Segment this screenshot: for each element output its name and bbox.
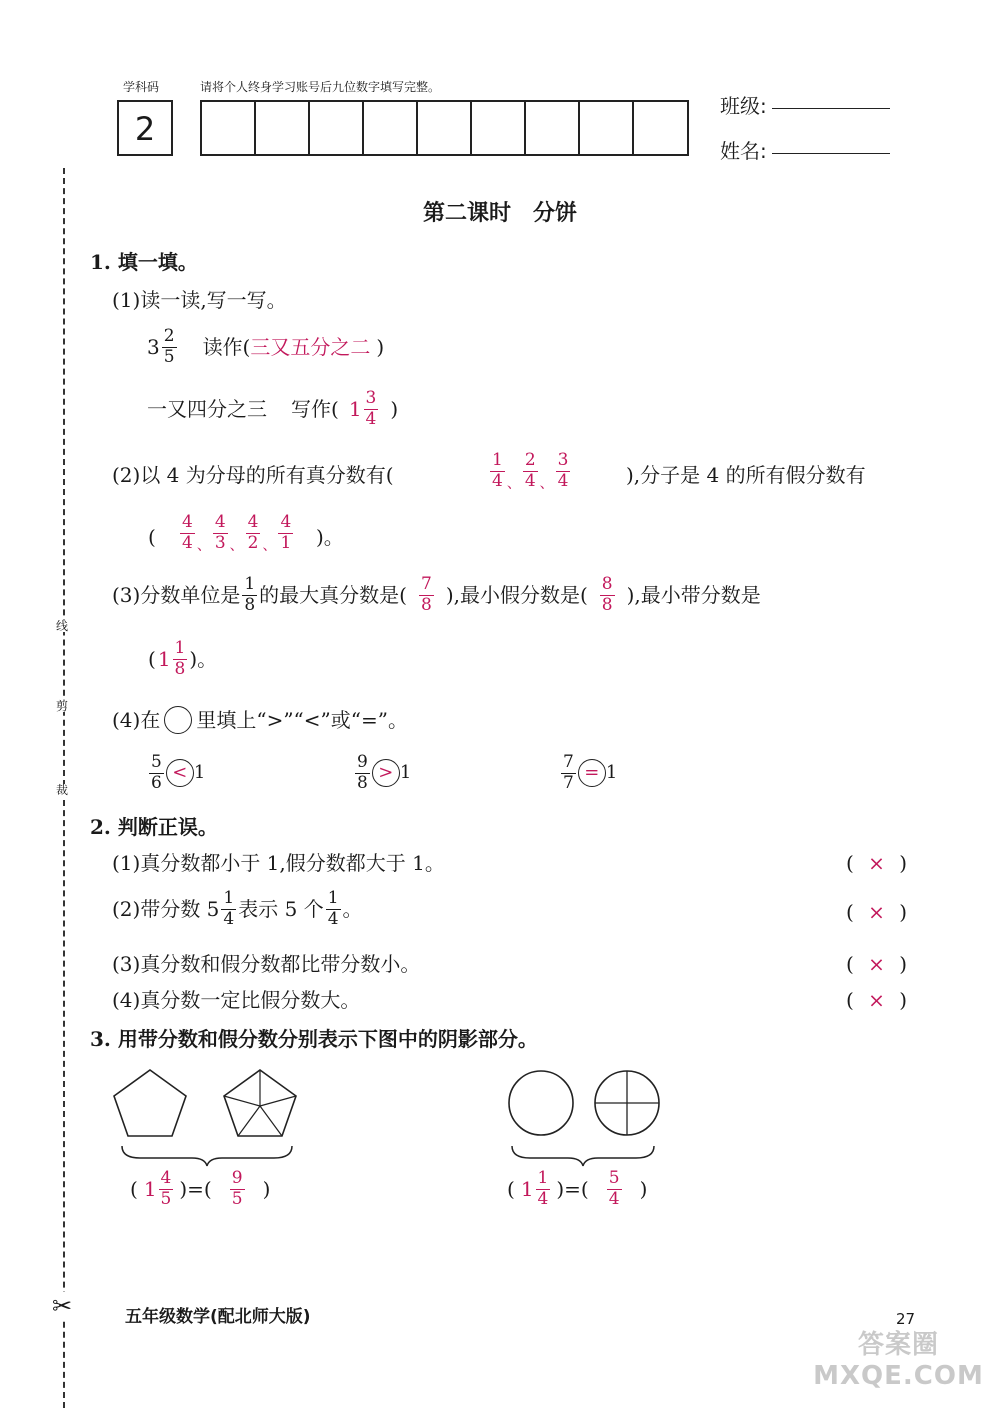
proper-fractions-answer: $\frac{1}{4}$ 、 $\frac{2}{4}$ 、 $\frac{3}{4}$ xyxy=(492,450,569,492)
q2-answer-4: ( × ) xyxy=(846,988,908,1012)
pentagon-whole xyxy=(114,1070,186,1136)
worksheet-page: 学科码 请将个人终身学习账号后九位数字填写完整。 2 班级: 姓名: 线 剪 裁 ✂ 第二课时 分饼 1. 填一填。 (1)读一读,写一写。 3 $\frac{2}{5}$ 读作( 三又五分之二 ) 一又四分之三 写作( 1 $\frac{3}{4}$ ) (2)以 4 为分母的所有真分数有( $\frac{1}{4}$ 、 $\frac{2}{4}$ 、 $\frac{3}{4}$ ),分子是 4 的所有假分数有 ( $\frac{4}{4}$ 、 $\frac{4}{3}$ 、 $\frac{4}{2}$ 、 $\frac{4}{1}$ )。 (3)分数单位是 $\frac{1}{8}$ 的最大真分数是( $\frac{7}{8}$ ),最小假分数是( $\frac{8}{8}$ ),最小带分数是 ( 1 $\frac{1}{8}$ )。 (4)在 里填上“>”“<”或“=”。 $\frac{5}{6}$ < 1 $\frac{9}{8}$ > 1 $\frac{7}{7}$ = 1 2. 判断正误。 (1)真分数都小于 1,假分数都大于 1。 (2)带分数 5 $\frac{1}{4}$ 表示 5 个 $\frac{1}{4}$ 。 (3)真分数和假分数都比带分数小。 (4)真分数一定比假分数大。 ( × ) ( × ) ( × ) ( × ) 3. 用带分数和假分数分别表示下图中的阴影部分。 ( 1 $\frac{4}{5}$ )=( $\frac{9}{5}$ ) ( 1 $\frac{1}{4}$ )=( $\frac{5}{4}$ ) 五年级数学(配北师大版) 27 答案圈 MXQE.COM xyxy=(0,0,1000,1413)
q1-p4-label: (4)在 里填上“>”“<”或“=”。 xyxy=(112,708,408,732)
circle-quarters xyxy=(595,1071,659,1135)
answer-write: 1 $\frac{3}{4}$ xyxy=(348,388,377,429)
name-label: 姓名: xyxy=(720,139,767,163)
q3-title: 3. 用带分数和假分数分别表示下图中的阴影部分。 xyxy=(90,1027,538,1051)
comparison-answer-circle[interactable]: = xyxy=(578,759,606,787)
answer-max-proper: $\frac{7}{8}$ xyxy=(420,574,432,615)
q1-p3-row: (3)分数单位是 $\frac{1}{8}$ 的最大真分数是( $\frac{7}{8}$ ),最小假分数是( $\frac{8}{8}$ ),最小带分数是 xyxy=(112,574,761,615)
lesson-title: 第二课时 分饼 xyxy=(422,201,577,226)
page-number: 27 xyxy=(896,1310,916,1328)
answer-read: 三又五分之二 xyxy=(250,335,371,360)
name-field[interactable] xyxy=(772,153,890,154)
account-digit-boxes[interactable] xyxy=(200,100,689,156)
q1-p1-label: (1)读一读,写一写。 xyxy=(112,288,287,312)
improper-fraction: $\frac{4}{2}$ xyxy=(247,512,259,553)
book-name: 五年级数学(配北师大版) xyxy=(125,1307,311,1327)
circle-whole xyxy=(509,1071,573,1135)
comparison-rhs: 1 xyxy=(605,762,618,784)
improper-fraction: $\frac{4}{1}$ xyxy=(280,512,292,553)
comparison-item xyxy=(559,754,617,793)
q1-p1-b: 一又四分之三 写作( 1 $\frac{3}{4}$ ) xyxy=(147,388,399,429)
brace-right xyxy=(512,1146,654,1166)
comparison-answer-circle[interactable]: > xyxy=(372,759,400,787)
q2-item-2: (2)带分数 5 $\frac{1}{4}$ 表示 5 个 $\frac{1}{4}$ 。 xyxy=(112,888,363,929)
cut-label-trim: 裁 xyxy=(56,783,69,797)
q2-item-3: (3)真分数和假分数都比带分数小。 xyxy=(112,952,421,976)
comparison-row xyxy=(147,754,647,804)
proper-fraction: $\frac{1}{4}$ xyxy=(492,450,503,491)
cut-label-line: 线 xyxy=(56,619,69,633)
q3-figures xyxy=(100,1060,700,1170)
comparison-item xyxy=(353,754,411,793)
q1-title: 1. 填一填。 xyxy=(90,250,198,274)
comparison-rhs: 1 xyxy=(399,762,412,784)
improper-fraction: $\frac{4}{3}$ xyxy=(214,512,226,553)
q3-right-answer: ( 1 $\frac{1}{4}$ )=( $\frac{5}{4}$ ) xyxy=(507,1168,648,1209)
subject-code: 2 xyxy=(134,110,156,148)
q1-p3-row2: ( 1 $\frac{1}{8}$ )。 xyxy=(148,638,218,679)
q2-answer-2: ( × ) xyxy=(846,900,908,924)
comparison-fraction: $\frac{5}{6}$ xyxy=(151,752,162,793)
subject-code-label: 学科码 xyxy=(123,80,160,94)
answer-min-mixed: 1 $\frac{1}{8}$ xyxy=(157,638,186,679)
class-label: 班级: xyxy=(720,94,767,118)
q2-title: 2. 判断正误。 xyxy=(90,815,218,839)
q2-item-4: (4)真分数一定比假分数大。 xyxy=(112,988,361,1012)
improper-fractions-answer: $\frac{4}{4}$ 、 $\frac{4}{3}$ 、 $\frac{4}{2}$ 、 $\frac{4}{1}$ xyxy=(182,512,292,554)
comparison-rhs: 1 xyxy=(193,762,206,784)
blank-circle-icon xyxy=(164,706,192,734)
q1-p2-label: (2)以 4 为分母的所有真分数有( xyxy=(112,463,394,487)
improper-fraction: $\frac{4}{4}$ xyxy=(182,512,193,553)
q2-answer-3: ( × ) xyxy=(846,952,908,976)
pentagon-fifths xyxy=(224,1070,296,1136)
comparison-item xyxy=(147,754,205,793)
q1-p1-a: 3 $\frac{2}{5}$ 读作( 三又五分之二 ) xyxy=(147,326,385,367)
account-instruction: 请将个人终身学习账号后九位数字填写完整。 xyxy=(200,80,441,94)
answer-min-improper: $\frac{8}{8}$ xyxy=(601,574,613,615)
subject-code-box xyxy=(117,100,173,156)
comparison-fraction: $\frac{7}{7}$ xyxy=(563,752,574,793)
proper-fraction: $\frac{3}{4}$ xyxy=(557,450,569,491)
class-field[interactable] xyxy=(772,108,890,109)
q2-answer-1: ( × ) xyxy=(846,851,908,875)
proper-fraction: $\frac{2}{4}$ xyxy=(524,450,536,491)
q1-p2-mid: ),分子是 4 的所有假分数有 xyxy=(626,463,866,487)
cut-label-cut: 剪 xyxy=(56,699,69,713)
comparison-answer-circle[interactable]: < xyxy=(166,759,194,787)
watermark-logo: 答案圈 MXQE.COM xyxy=(813,1330,984,1392)
q3-left-answer: ( 1 $\frac{4}{5}$ )=( $\frac{9}{5}$ ) xyxy=(130,1168,271,1209)
q2-item-1: (1)真分数都小于 1,假分数都大于 1。 xyxy=(112,851,445,875)
comparison-fraction: $\frac{9}{8}$ xyxy=(357,752,368,793)
scissors-icon: ✂ xyxy=(52,1292,73,1320)
brace-left xyxy=(122,1146,292,1166)
